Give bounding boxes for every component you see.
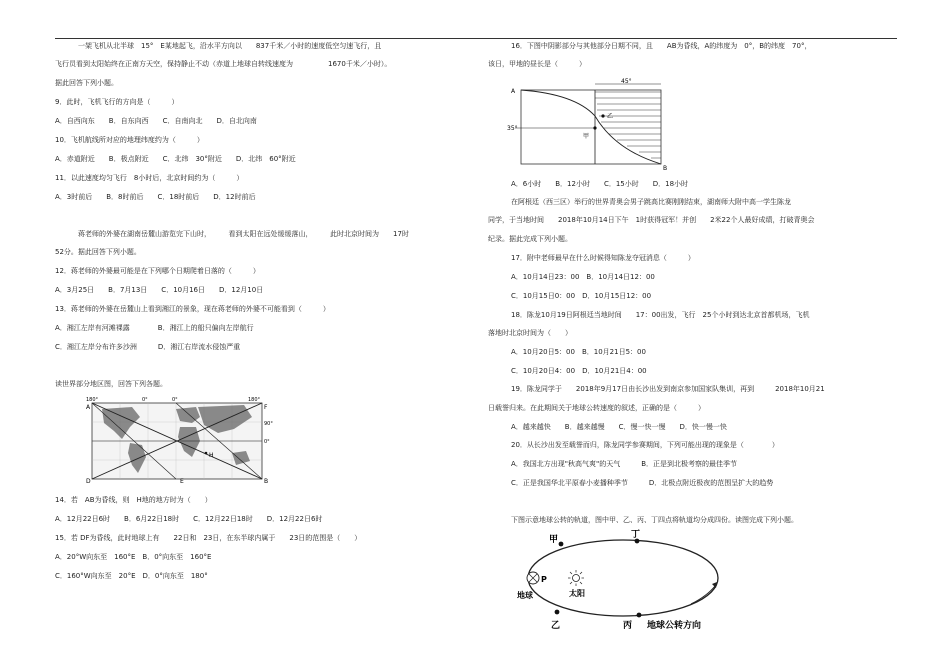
map-label-tl: 180° bbox=[86, 397, 99, 403]
question-11: 11．以此速度均匀飞行 8小时后，北京时间约为（ ） bbox=[55, 174, 244, 182]
question-18-line-2: 落地时北京时间为（ ） bbox=[488, 329, 572, 337]
map-point-f: F bbox=[264, 404, 268, 411]
intro3: 读世界部分地区图，回答下列各题。 bbox=[55, 380, 167, 388]
intro4-line-1: 在阿根廷（西三区）举行的世界青奥会男子跳高比赛刚刚结束，湖南师大附中高一学生陈龙 bbox=[511, 198, 791, 206]
fig16-label-45: 45° bbox=[621, 78, 632, 85]
question-10: 10．飞机航线所对应的地理纬度约为（ ） bbox=[55, 136, 204, 144]
question-20: 20．从长沙出发至载誉而归，陈龙同学参赛期间，下列可能出现的现象是（ ） bbox=[511, 441, 779, 449]
question-13-ab: A．湘江左岸有河滩裸露 B．湘江上的船只偏向左岸航行 bbox=[55, 324, 254, 332]
question-17-cd: C．10月15日0：00 D．10月15日12：00 bbox=[511, 292, 652, 300]
question-19-line-2: 日载誉归来。在此期间关于地球公转速度的叙述，正确的是（ ） bbox=[488, 404, 705, 412]
question-20-cd: C．正是我国华北平原春小麦播种季节 D．北极点附近极夜的范围呈扩大的趋势 bbox=[511, 479, 774, 487]
question-16: 16．下图中阴影部分与其他部分日期不同，且 AB为昏线，A的纬度为 0°，B的纬度 70°， bbox=[511, 42, 812, 50]
map-point-a: A bbox=[86, 404, 91, 411]
map-point-d: D bbox=[86, 478, 91, 485]
question-19-options: A．越来越快 B．越来越慢 C．慢一快一慢 D．快一慢一快 bbox=[511, 423, 727, 431]
fig16-label-yi: 乙 bbox=[607, 113, 614, 120]
map-point-b: B bbox=[264, 478, 269, 485]
orbit-label-ding: 丁 bbox=[631, 530, 641, 540]
map-label-tm2: 0° bbox=[172, 397, 178, 403]
map-lat-0: 0° bbox=[264, 439, 270, 445]
orbit-label-earth: 地球 bbox=[517, 591, 533, 600]
question-12-options: A．3月25日 B．7月13日 C．10月16日 D．12月10日 bbox=[55, 286, 264, 294]
question-19: 19．陈龙同学于 2018年9月17日由长沙出发到南京参加国家队集训，再到 2018年10月21 bbox=[511, 385, 825, 393]
orbit-label-jia: 甲 bbox=[549, 535, 559, 545]
fig16-label-b: B bbox=[663, 165, 668, 172]
question-10-options: A．赤道附近 B．极点附近 C．北纬 30°附近 D．北纬 60°附近 bbox=[55, 155, 296, 163]
orbit-direction-label: 地球公转方向 bbox=[647, 621, 702, 631]
question-9: 9．此时，飞机飞行的方向是（ ） bbox=[55, 98, 179, 106]
question-16-line-2: 该日，甲地的昼长是（ ） bbox=[488, 60, 586, 68]
fig16-label-jia: 甲 bbox=[583, 133, 590, 140]
question-15-cd: C．160°W向东至 20°E D．0°向东至 180° bbox=[55, 572, 208, 580]
figure-16 bbox=[505, 76, 680, 172]
map-point-h: H bbox=[209, 452, 214, 459]
question-14-options: A．12月22日6时 B．6月22日18时 C．12月22日18时 D．12月22日6时 bbox=[55, 515, 323, 523]
orbit-label-sun: 太阳 bbox=[569, 589, 585, 598]
fig16-label-a: A bbox=[511, 88, 516, 95]
question-14: 14．若 AB为昏线，则 H地的地方时为（ ） bbox=[55, 496, 212, 504]
question-17-ab: A．10月14日23：00 B．10月14日12：00 bbox=[511, 273, 655, 281]
map-point-e: E bbox=[180, 478, 184, 485]
question-17: 17．附中老师最早在什么时候得知陈龙夺冠消息（ ） bbox=[511, 254, 695, 262]
intro-line-1: 一架飞机从北半球 15° E某地起飞，沿水平方向以 837千米／小时的速度低空匀速飞行，且 bbox=[78, 42, 382, 50]
orbit-label-p: P bbox=[541, 575, 547, 584]
map-label-tr: 180° bbox=[248, 397, 261, 403]
question-11-options: A．3时前后 B．8时前后 C．18时前后 D．12时前后 bbox=[55, 193, 256, 201]
top-rule bbox=[55, 38, 897, 39]
question-12: 12．蒋老师的外婆最可能是在下列哪个日期爬着日落的（ ） bbox=[55, 267, 260, 275]
intro2-line-2: 52分。据此回答下列小题。 bbox=[55, 248, 141, 256]
question-18-ab: A．10月20日5：00 B．10月21日5：00 bbox=[511, 348, 646, 356]
orbit-figure bbox=[505, 528, 735, 633]
map-lat-90: 90° bbox=[264, 421, 273, 427]
question-9-options: A．自西向东 B．自东向西 C．自南向北 D．自北向南 bbox=[55, 117, 257, 125]
orbit-label-bing: 丙 bbox=[623, 621, 633, 631]
question-15: 15．若 DF为昏线，此时地球上有 22日和 23日，在东半球内属于 23日的范围是（ ） bbox=[55, 534, 362, 542]
map-label-tm: 0° bbox=[142, 397, 148, 403]
intro-line-3: 据此回答下列小题。 bbox=[55, 79, 118, 87]
world-map-figure bbox=[84, 395, 274, 487]
question-13-cd: C．湘江左岸分布许多沙洲 D．湘江右岸流水侵蚀严重 bbox=[55, 343, 241, 351]
question-15-ab: A．20°W向东至 160°E B．0°向东至 160°E bbox=[55, 553, 212, 561]
question-18-cd: C．10月20日4：00 D．10月21日4：00 bbox=[511, 367, 647, 375]
question-13: 13．蒋老师的外婆在岳麓山上看到湘江的景象，现在蒋老师的外婆不可能看到（ ） bbox=[55, 305, 330, 313]
question-16-options: A．6小时 B．12小时 C．15小时 D．18小时 bbox=[511, 180, 689, 188]
question-18: 18．陈龙10月19日阿根廷当地时间 17：00出发，飞行 25个小时到达北京首都机场，飞机 bbox=[511, 311, 810, 319]
intro2-line-1: 蒋老师的外婆在湖南岳麓山游览完下山时， 看到太阳在远处缓缓落山， 此时北京时间为 17时 bbox=[78, 230, 409, 238]
intro5: 下图示意地球公转的轨道，图中甲、乙、丙、丁四点将轨道均分成四份。读图完成下列小题。 bbox=[511, 516, 798, 524]
fig16-label-35: 35° bbox=[507, 125, 518, 132]
intro4-line-3: 纪录。据此完成下列小题。 bbox=[488, 235, 572, 243]
intro4-line-2: 同学，于当地时间 2018年10月14日下午 1时获得冠军！并创 2米22个人最好成绩，打破青奥会 bbox=[488, 216, 815, 224]
question-20-ab: A．我国北方出现"秋高气爽"的天气 B．正是到北极考察的最佳季节 bbox=[511, 460, 738, 468]
intro-line-2: 飞行员看到太阳始终在正南方天空，保持静止不动（赤道上地球自转线速度为 1670千米／小时）。 bbox=[55, 60, 392, 68]
orbit-label-yi: 乙 bbox=[551, 621, 561, 631]
